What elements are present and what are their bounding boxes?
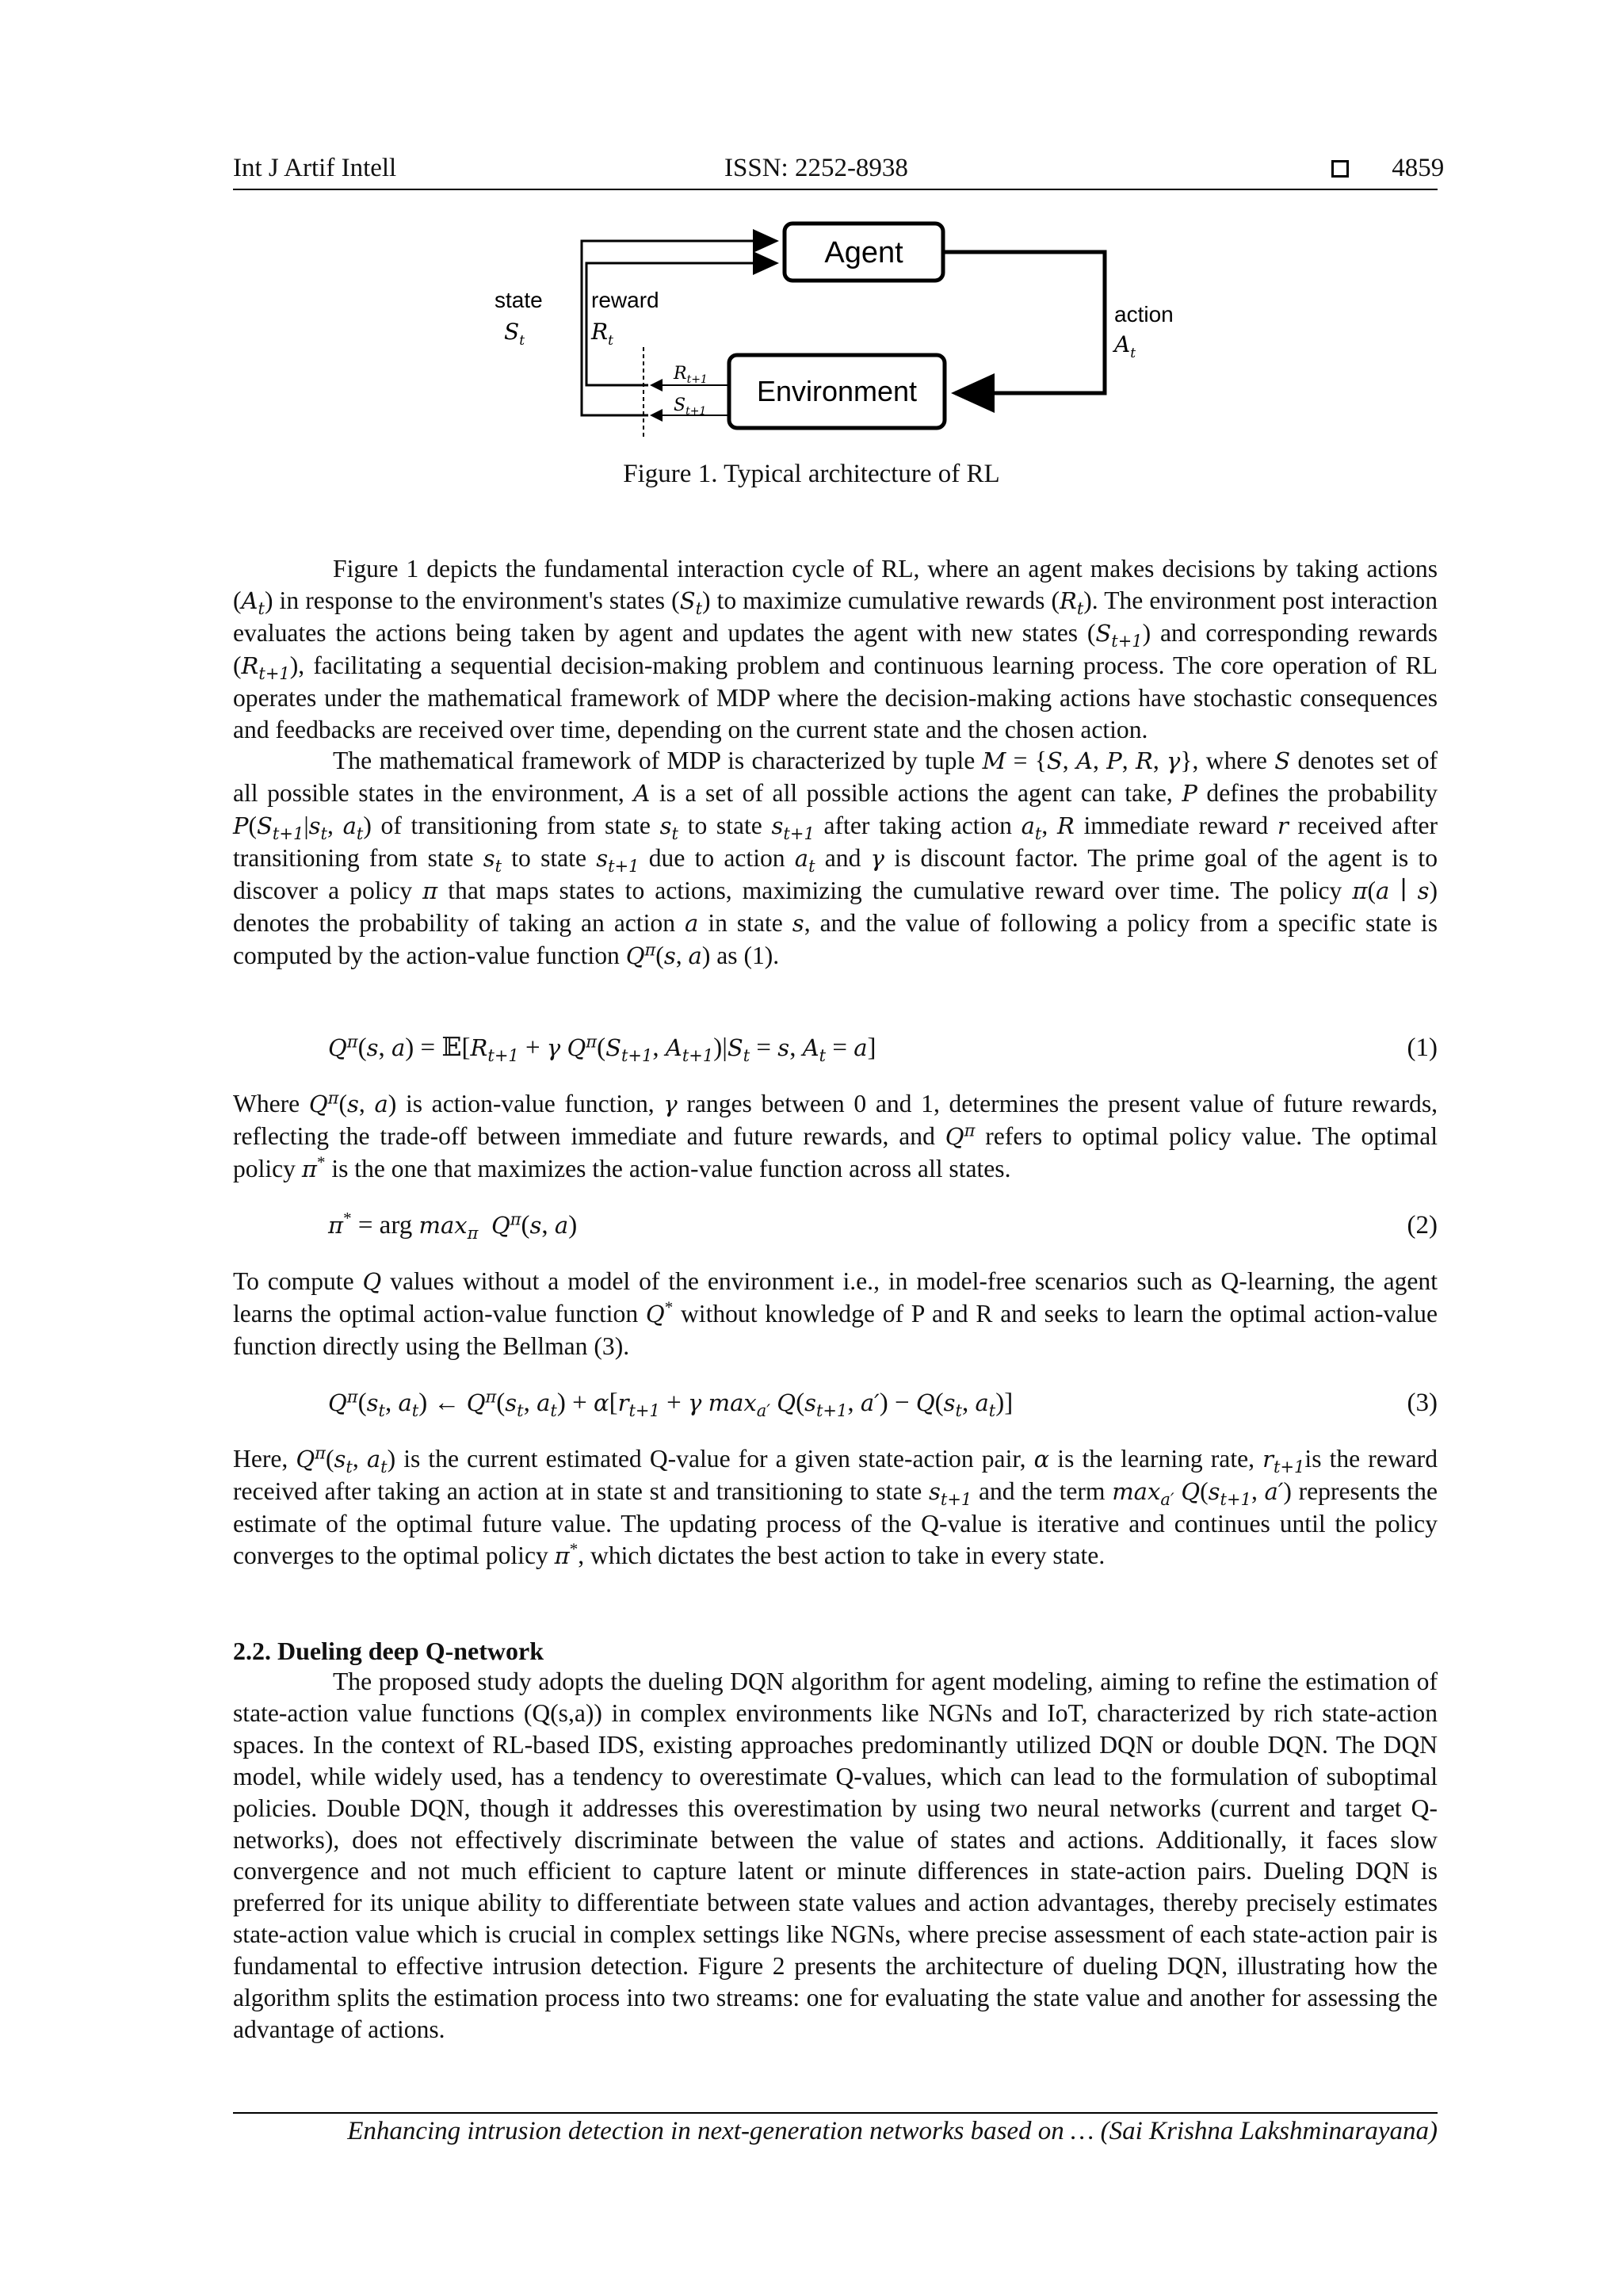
body-block-2	[233, 1088, 1438, 1186]
next-state-symbol: $S_{t+1}$	[674, 395, 707, 418]
square-bullet-icon	[1331, 160, 1349, 178]
paragraph-figure1-description: Figure 1 depicts the fundamental interaction cycle of RL, where an agent makes decisions by taking actions $(A_t)$ in response to the environment's states $(S_t)$ to maximize cumulative rewards $(R_t)$. The environment post interaction evaluates the actions being taken by agent and updates the agent with new states $(S_{t+1})$ and corresponding rewards $(R_{t+1})$, facilitating a sequential decision-making problem and continuous learning process. The core operation of RL operates under the mathematical framework of MDP where the decision-making actions have stochastic consequences and feedbacks are received over time, depending on the current state and the chosen action.	[233, 555, 1438, 743]
equation-2-number: (2)	[1407, 1211, 1438, 1240]
body-block-3	[233, 1266, 1438, 1362]
action-arrow	[943, 252, 1105, 393]
paragraph-here: Here, $Q^\pi(s_t$, $a_t$) is the current estimated Q-value for a given state-action pair, α is the learning rate, $r_{t+1}is$ the reward received after taking an action at in state st and transitioning to state $s_{t+1}$ and the term $\max_{a'} Q(s_{t+1}$, a′) represents the estimate of the optimal future value. The updating process of the Q-value is iterative and continues until the policy converges to the optimal policy π*, which dictates the best action to take in every state.	[233, 1443, 1438, 1569]
footer-rule	[233, 2112, 1438, 2114]
environment-label: Environment	[756, 375, 918, 407]
paragraph-where: Where $Q^\pi(s$, a) is action-value function, γ ranges between 0 and 1, determines the present value of future rewards, reflecting the trade-off between immediate and future rewards, and $Q^\pi$ refers to optimal policy value. The optimal policy π* is the one that maximizes the action-value function across all states.	[233, 1088, 1438, 1182]
figure-1-caption: Figure 1. Typical architecture of RL	[623, 460, 1000, 488]
agent-label: Agent	[824, 236, 903, 269]
section-heading: 2.2. Dueling deep Q-network	[233, 1637, 544, 1665]
rl-architecture-figure	[475, 214, 1189, 444]
header-rule	[233, 189, 1438, 190]
equation-3-number: (3)	[1407, 1389, 1438, 1417]
equation-3: $Q^\pi(s_t$, $a_t$) ← $Q^\pi(s_t$, $a_t) + \alpha[r_{t+1} + \gamma$ $\max_{a'} Q(s_{t+1}$, $a') - Q(s_t$, $a_t$)] (3)	[328, 1387, 1438, 1420]
issn: ISSN: 2252-8938	[724, 154, 908, 182]
equation-1: $Q^\pi(s$, $a) = 𝔼[R_{t+1} + \gamma$ $Q^\pi(S_{t+1}$, $A_{t+1})|S_t = s$, $A_t = a$] (1)	[328, 1032, 1438, 1065]
paragraph-dueling-dqn: The proposed study adopts the dueling DQN algorithm for agent modeling, aiming to refine the estimation of state-action value functions (Q(s,a)) in complex environments like NGNs and IoT, characterized by rich state-action spaces. In the context of RL-based IDS, existing approaches predominantly utilized DQN or double DQN. The DQN model, while widely used, has a tendency to overestimate Q-values, which can lead to the formulation of suboptimal policies. Double DQN, though it addresses this overestimation by using two neural networks (current and target Q-networks), does not effectively discriminate between the value of states and actions. Additionally, it faces slow convergence and not much efficient to capture latent or minute differences in state-action pairs. Dueling DQN is preferred for its unique ability to differentiate between state values and action advantages, thereby precisely estimates state-action value which is crucial in complex settings like NGNs, where precise assessment of each state-action pair is fundamental to effective intrusion detection. Figure 2 presents the architecture of dueling DQN, illustrating how the algorithm splits the estimation process into two streams: one for evaluating the state value and another for assessing the advantage of actions.	[233, 1668, 1438, 2043]
next-reward-symbol: $R_{t+1}$	[674, 364, 708, 386]
paragraph-mdp: The mathematical framework of MDP is characterized by tuple M = {S, A, P, R, γ}, where S denotes set of all possible states in the environment, A is a set of all possible actions the agent can take, P defines the probability $P(S_{t+1}|s_t$, $a_t$) of transitioning from state $s_t$ to state $s_{t+1}$ after taking action $a_t$, R immediate reward r received after transitioning from state $s_t$ to state $s_{t+1}$ due to action $a_t$ and γ is discount factor. The prime goal of the agent is to discover a policy π that maps states to actions, maximizing the cumulative reward over time. The policy π(a ∣ s) denotes the probability of taking an action a in state s, and the value of following a policy from a specific state is computed by the action-value function $Q^\pi(s$, a) as (1).	[233, 747, 1438, 969]
action-symbol: $A_t$	[1114, 331, 1136, 361]
action-label: action	[1114, 302, 1174, 327]
body-block-4	[233, 1443, 1438, 1572]
body-block-1	[233, 553, 1438, 972]
state-symbol: $S_t$	[504, 319, 525, 349]
equation-2: π* = arg $\max_\pi Q^\pi(s$, a) (2)	[328, 1209, 1438, 1243]
paragraph-q-learning: To compute Q values without a model of the environment i.e., in model-free scenarios such as Q-learning, the agent learns the optimal action-value function Q* without knowledge of P and R and seeks to learn the optimal action-value function directly using the Bellman (3).	[233, 1267, 1438, 1360]
page-number: 4859	[1392, 154, 1445, 182]
reward-symbol: $R_t$	[591, 319, 613, 349]
state-label: state	[495, 288, 543, 312]
page-number-box	[1331, 152, 1444, 184]
journal-name: Int J Artif Intell	[233, 154, 397, 182]
body-block-5	[233, 1666, 1438, 2046]
equation-1-number: (1)	[1407, 1033, 1438, 1062]
running-title: Enhancing intrusion detection in next-generation networks based on … (Sai Krishna Lakshminarayana)	[347, 2117, 1438, 2145]
reward-label: reward	[591, 288, 659, 312]
